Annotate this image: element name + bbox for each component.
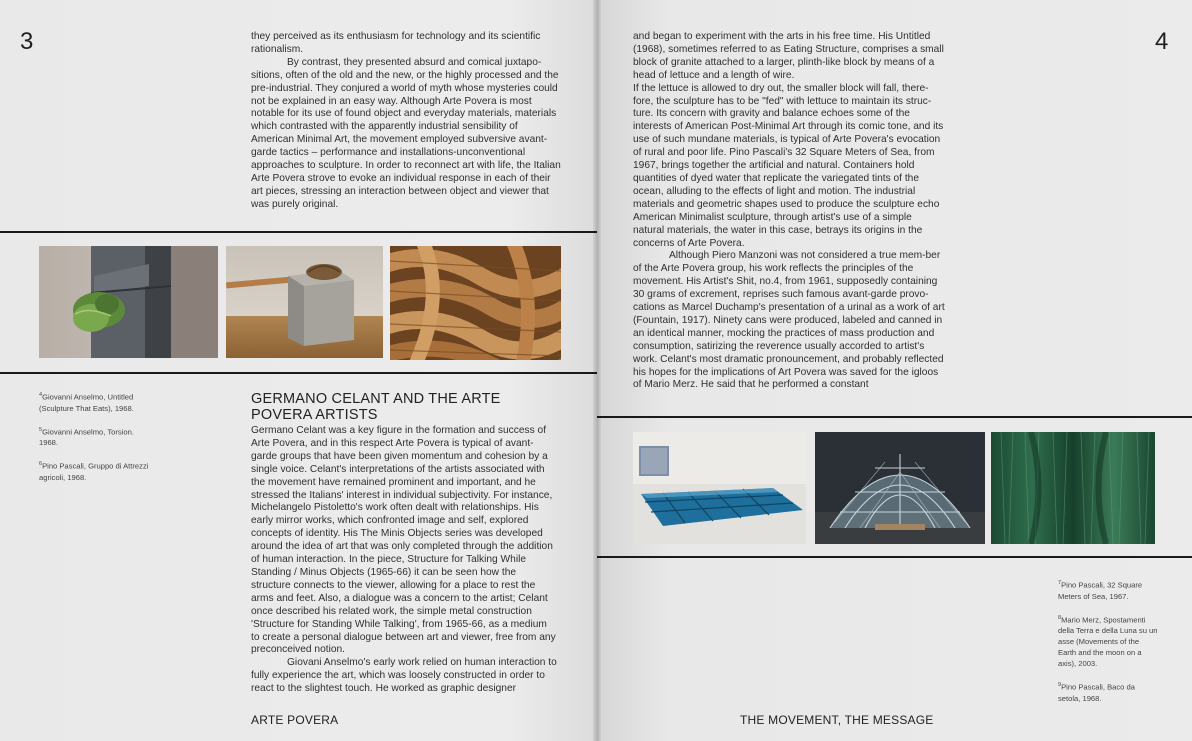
photo-rope-closeup xyxy=(390,246,561,360)
caption: $^8$Mario Merz, Spostamenti della Terra e della Luna su un asse (Movements of the Earth and the moon on a axis), 2003. xyxy=(1058,614,1158,669)
photo-bristle-work xyxy=(991,432,1155,544)
page-number: 3 xyxy=(20,28,34,55)
photo-lettuce-sculpture xyxy=(39,246,218,358)
photo-igloo-installation xyxy=(815,432,985,544)
paragraph: they perceived as its enthusiasm for technology and its scientific rationalism. xyxy=(251,31,541,55)
divider-rule xyxy=(597,416,1192,418)
top-body-text xyxy=(251,31,561,212)
caption: $^7$Pino Pascali, 32 Square Meters of Sea, 1967. xyxy=(1058,580,1143,601)
paragraph: Germano Celant was a key figure in the formation and success of Arte Povera, and in this respect Arte Povera is typical of avant-garde groups that have been given momentum and cohesion by a single voice. Celant's interpretations of the artists associated with the movement have remained prominent and important, and he stressed the Italians' interest in individual subjectivity. For instance, Michelangelo Pistoletto's work often dealt with relationships. His early mirror works, which confronted image and self, explored concepts of identity. His The Minis Objects series was developed around the idea of art that was only completed through the addition of human interaction. In the piece, Structure for Talking While Standing / Minus Objects (1965-66) it can be seen how the structure connects to the viewer, allowing for a place to rest the arms and feet. Also, a dialogue was a concern to the artist; Celant once described his related work, the simple metal construction 'Structure for Standing While Talking', from 1965-66, as a medium to create a personal dialogue between art and viewer, free from any preconceived notion. xyxy=(251,425,556,656)
divider-rule xyxy=(0,372,597,374)
caption-list xyxy=(39,390,149,494)
paragraph: By contrast, they presented absurd and comical juxtapo-sitions, often of the old and the new, or the highly processed and the pre-industrial. They conjured a world of myth whose mysteries could not be explained in an easy way. Although Arte Povera is most notable for its use of found object and everyday materials, materials which contrasted with the apparently industrial sensibility of American Minimal Art, the movement employed subversive avant-garde tactics – performance and installations-unconventional approaches to sculpture. In order to reconnect art with life, the Italian Arte Povera strove to evoke an individual response in each of their art pieces, stressing an interaction between object and viewer that was purely original. xyxy=(251,56,561,210)
photo-torsion-sculpture xyxy=(226,246,383,358)
paragraph: Giovani Anselmo's early work relied on human interaction to fully experience the art, which was loosely constructed in order to react to the slightest touch. He worked as graphic designer xyxy=(251,657,557,695)
divider-rule xyxy=(0,231,597,233)
running-title: ARTE POVERA xyxy=(251,713,339,727)
running-title: THE MOVEMENT, THE MESSAGE xyxy=(740,713,934,727)
caption: $^6$Pino Pascali, Gruppo di Attrezzi agricoli, 1968. xyxy=(39,461,149,482)
caption: $^5$Giovanni Anselmo, Torsion. 1968. xyxy=(39,426,134,448)
book-gutter xyxy=(593,0,601,741)
top-body-text xyxy=(633,31,945,392)
section-heading: GERMANO CELANT AND THE ARTE POVERA ARTISTS xyxy=(251,391,501,423)
caption: $^4$Giovanni Anselmo, Untitled (Sculpture That Eats), 1968. xyxy=(39,392,134,413)
caption: $^9$Pino Pascali, Baco da setola, 1968. xyxy=(1058,682,1135,703)
paragraph: If the lettuce is allowed to dry out, the smaller block will fall, there-fore, the sculpture has to be "fed" with lettuce to maintain its struc-ture. Its concern with gravity and balance echoes some of the interests of American Post-Minimal Art through its comic tone, and its use of such mundane materials, is typical of Arte Povera's evocation of rural and poor life. Pino Pascali's 32 Square Meters of Sea, from 1967, brings together the artificial and natural. Containers hold quantities of dyed water that replicate the variegated tints of the ocean, alluding to the effects of light and motion. The industrial materials and geometric shapes used to produce the sculpture echo American Minimalist sculpture, through artist's use of a simple natural materials, the water in this case, betrays its origins in the concerns of Arte Povera. xyxy=(633,82,944,249)
section-body-text xyxy=(251,425,557,696)
caption-list xyxy=(1058,578,1158,715)
paragraph: Although Piero Manzoni was not considered a true mem-ber of the Arte Povera group, his work reflects the principles of the movement. His Artist's Shit, no.4, from 1961, supposedly containing 30 grams of excrement, reprises such famous avant-garde provo-cations as Marcel Duchamp's presentation of a urinal as a work of art (Fountain, 1917). Ninety cans were produced, labeled and canned in an identical manner, mocking the practices of mass production and consumption, satirizing the reverence usually accorded to artist's work. Celant's most dramatic pronouncement, and probably reflected his hopes for the implications of Art Povera was saved for the igloos of Mario Merz. He said that he performed a constant xyxy=(633,250,945,391)
divider-rule xyxy=(597,556,1192,558)
page-number: 4 xyxy=(1155,28,1169,55)
photo-sea-installation xyxy=(633,432,806,544)
paragraph: and began to experiment with the arts in his free time. His Untitled (1968), sometimes referred to as Eating Structure, comprises a small block of granite attached to a larger, plinth-like block by means of a head of lettuce and a length of wire. xyxy=(633,31,944,81)
right-page xyxy=(597,0,1192,741)
